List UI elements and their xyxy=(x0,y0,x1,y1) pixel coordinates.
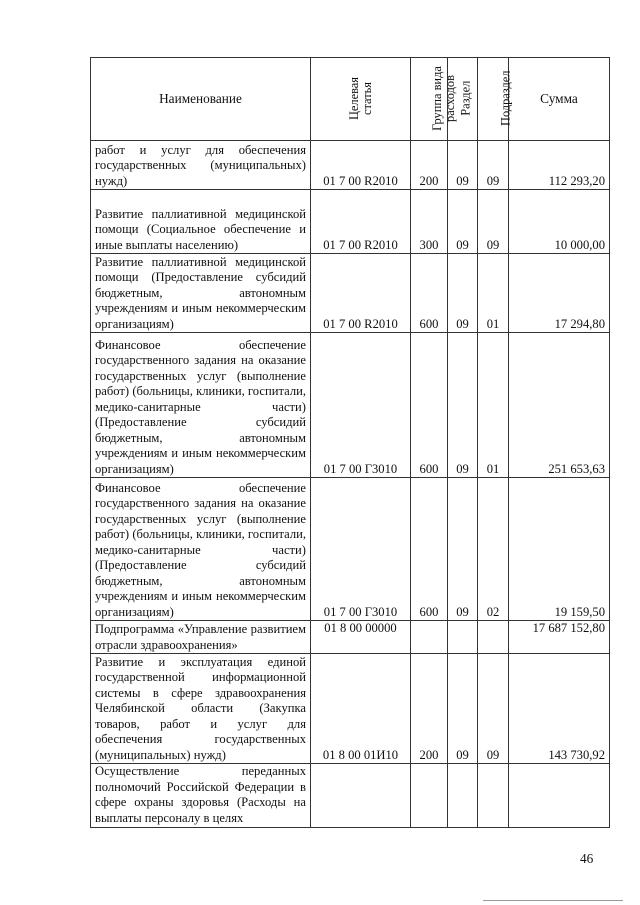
row-section xyxy=(448,621,478,654)
row-section: 09 xyxy=(448,333,478,478)
table-row xyxy=(91,478,610,621)
row-section: 09 xyxy=(448,254,478,333)
header-target-article: Целевая статья xyxy=(311,58,411,141)
row-group xyxy=(411,764,448,828)
row-name: Осуществление переданных полномочий Российской Федерации в сфере охраны здоровья (Расходы на выплаты персоналу в целях xyxy=(91,764,311,828)
row-group: 200 xyxy=(411,141,448,190)
page-number: 46 xyxy=(580,851,594,866)
row-subsection: 01 xyxy=(478,333,509,478)
row-article: 01 7 00 Г3010 xyxy=(311,478,411,621)
row-article: 01 7 00 R2010 xyxy=(311,254,411,333)
row-name: работ и услуг для обеспечения государственных (муниципальных) нужд) xyxy=(91,141,311,190)
header-sum: Сумма xyxy=(509,58,610,141)
row-sum: 17 687 152,80 xyxy=(509,621,610,654)
row-subsection: 09 xyxy=(478,141,509,190)
row-name: Развитие паллиативной медицинской помощи (Предоставление субсидий бюджетным, автономным учреждениям и иным некоммерческим организациям) xyxy=(91,254,311,333)
row-group xyxy=(411,621,448,654)
row-article xyxy=(311,764,411,828)
table-row xyxy=(91,654,610,764)
row-name: Финансовое обеспечение государственного задания на оказание государственных услуг (выполнение работ) (больницы, клиники, госпитали, медико-санитарные части) (Предоставление субсидий бюджетным, автономным учреждениям и иным некоммерческим организациям) xyxy=(91,333,311,478)
row-name: Развитие и эксплуатация единой государственной информационной системы в сфере здравоохранения Челябинской области (Закупка товаров, работ и услуг для обеспечения государственных (муниципальных) нужд) xyxy=(91,654,311,764)
row-subsection: 09 xyxy=(478,190,509,254)
table-row xyxy=(91,621,610,654)
row-group: 600 xyxy=(411,333,448,478)
table-header-row xyxy=(91,58,610,141)
row-sum: 143 730,92 xyxy=(509,654,610,764)
row-article: 01 8 00 01И10 xyxy=(311,654,411,764)
row-subsection: 01 xyxy=(478,254,509,333)
row-sum: 19 159,50 xyxy=(509,478,610,621)
table-row xyxy=(91,254,610,333)
row-subsection xyxy=(478,764,509,828)
header-section: Раздел xyxy=(448,58,478,141)
table-row xyxy=(91,764,610,828)
row-group: 600 xyxy=(411,478,448,621)
row-subsection: 09 xyxy=(478,654,509,764)
header-subsection: Подраздел xyxy=(478,58,509,141)
footer-divider xyxy=(483,900,623,901)
table-row xyxy=(91,190,610,254)
row-sum: 17 294,80 xyxy=(509,254,610,333)
row-article: 01 8 00 00000 xyxy=(311,621,411,654)
row-sum xyxy=(509,764,610,828)
row-subsection xyxy=(478,621,509,654)
row-group: 200 xyxy=(411,654,448,764)
row-section: 09 xyxy=(448,654,478,764)
row-section: 09 xyxy=(448,141,478,190)
row-name: Финансовое обеспечение государственного задания на оказание государственных услуг (выполнение работ) (больницы, клиники, госпитали, медико-санитарные части) (Предоставление субсидий бюджетным, автономным учреждениям и иным некоммерческим организациям) xyxy=(91,478,311,621)
table-row xyxy=(91,333,610,478)
row-section: 09 xyxy=(448,478,478,621)
header-expense-group: Группа вида расходов xyxy=(411,58,448,141)
row-sum: 251 653,63 xyxy=(509,333,610,478)
row-group: 300 xyxy=(411,190,448,254)
row-section: 09 xyxy=(448,190,478,254)
row-article: 01 7 00 Г3010 xyxy=(311,333,411,478)
row-section xyxy=(448,764,478,828)
row-sum: 10 000,00 xyxy=(509,190,610,254)
budget-table xyxy=(90,57,610,828)
row-subsection: 02 xyxy=(478,478,509,621)
header-name: Наименование xyxy=(91,58,311,141)
row-name: Развитие паллиативной медицинской помощи (Социальное обеспечение и иные выплаты населению) xyxy=(91,190,311,254)
row-sum: 112 293,20 xyxy=(509,141,610,190)
row-article: 01 7 00 R2010 xyxy=(311,190,411,254)
row-group: 600 xyxy=(411,254,448,333)
row-article: 01 7 00 R2010 xyxy=(311,141,411,190)
table-row xyxy=(91,141,610,190)
row-name: Подпрограмма «Управление развитием отрасли здравоохранения» xyxy=(91,621,311,654)
